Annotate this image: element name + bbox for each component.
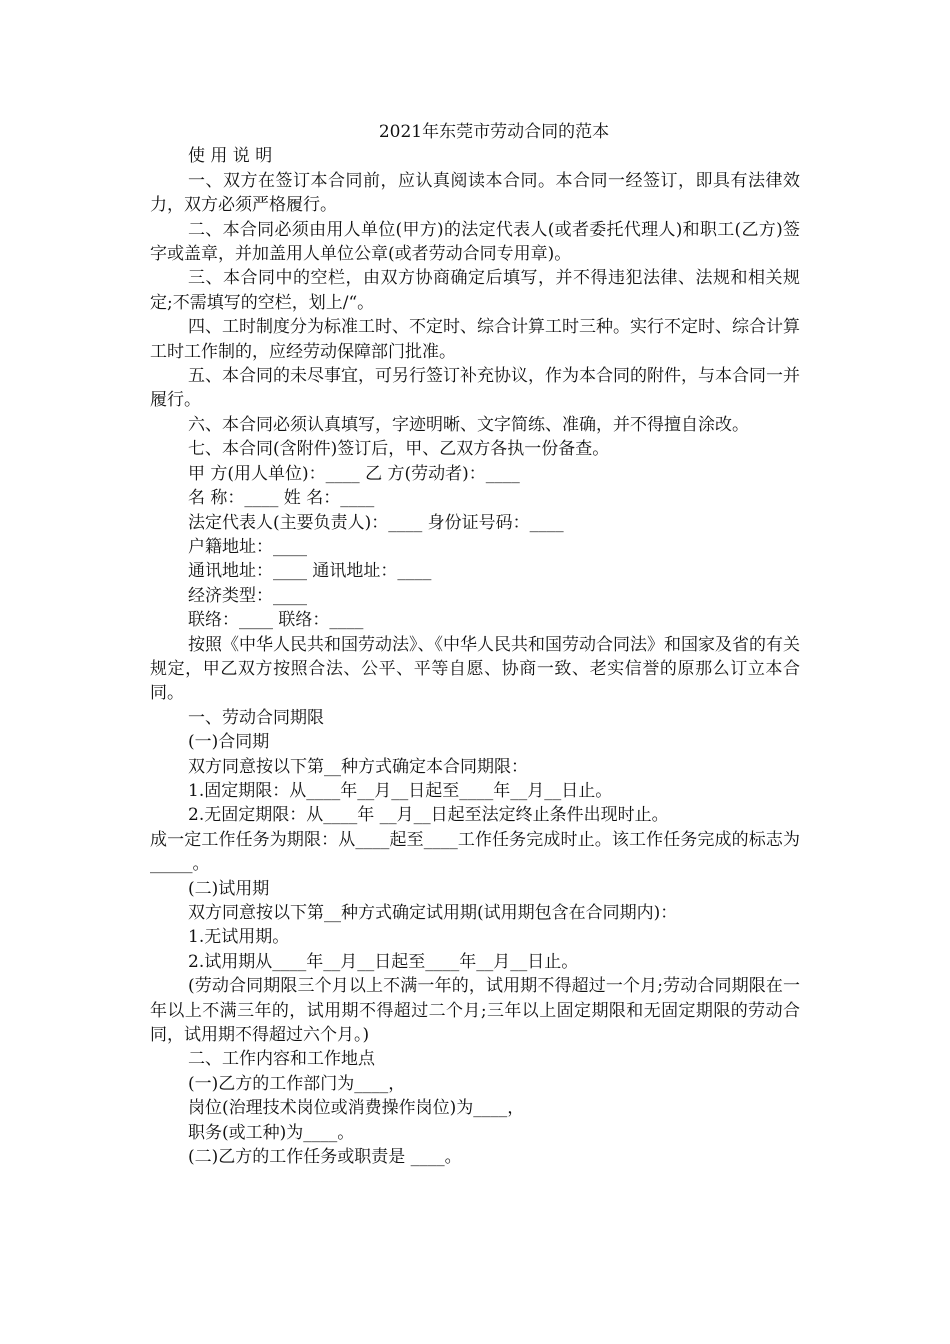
preamble: 按照《中华人民共和国劳动法》、《中华人民共和国劳动合同法》和国家及省的有关规定，甲乙双方按照合法、公平、平等自愿、协商一致、老实信誉的原那么订立本合同。 xyxy=(150,634,800,704)
probation-method-line: 双方同意按以下第__种方式确定试用期(试用期包含在合同期内)： xyxy=(188,903,678,923)
task-term-line: 成一定工作任务为期限：从____起至____工作任务完成时止。该工作任务完成的标志为_____。 xyxy=(150,829,800,875)
usage-heading: 使 用 说 明 xyxy=(188,146,273,167)
subsection-contract-term: (一)合同期 xyxy=(188,732,270,753)
document-page xyxy=(150,120,800,1169)
economic-type-line: 经济类型：____ xyxy=(188,585,307,606)
probation-period-line: 2.试用期从____年__月__日起至____年__月__日止。 xyxy=(188,951,579,972)
party-line: 甲 方(用人单位)：____ 乙 方(劳动者)：____ xyxy=(188,463,520,484)
section-2-heading: 二、工作内容和工作地点 xyxy=(188,1049,375,1070)
legal-rep-line: 法定代表人(主要负责人)：____ 身份证号码：____ xyxy=(188,512,564,533)
subsection-probation: (二)试用期 xyxy=(188,878,270,899)
mailing-address-line: 通讯地址：____ 通讯地址：____ xyxy=(188,561,432,582)
probation-note: (劳动合同期限三个月以上不满一年的，试用期不得超过一个月;劳动合同期限在一年以上不满三年的，试用期不得超过二个月;三年以上固定期限和无固定期限的劳动合同，试用期不得超过六个月。) xyxy=(150,976,800,1046)
position-line: 岗位(治理技术岗位或消费操作岗位)为____， xyxy=(188,1098,525,1119)
fixed-term-line: 1.固定期限：从____年__月__日起至____年__月__日止。 xyxy=(188,780,613,801)
instruction-3: 三、本合同中的空栏，由双方协商确定后填写，并不得违犯法律、法规和相关规定;不需填写的空栏，划上/“。 xyxy=(150,268,800,313)
instruction-1: 一、双方在签订本合同前，应认真阅读本合同。本合同一经签订，即具有法律效力，双方必须严格履行。 xyxy=(150,170,800,216)
instruction-5: 五、本合同的未尽事宜，可另行签订补充协议，作为本合同的附件，与本合同一并履行。 xyxy=(150,366,800,411)
duties-line: (二)乙方的工作任务或职责是 ____。 xyxy=(188,1147,462,1168)
term-method-line: 双方同意按以下第__种方式确定本合同期限： xyxy=(188,756,528,777)
document-title: 2021年东莞市劳动合同的范本 xyxy=(378,122,610,142)
no-probation-line: 1.无试用期。 xyxy=(188,927,290,948)
job-title-line: 职务(或工种)为____。 xyxy=(188,1122,355,1143)
work-department-line: (一)乙方的工作部门为____， xyxy=(188,1073,406,1094)
instruction-4: 四、工时制度分为标准工时、不定时、综合计算工时三种。实行不定时、综合计算工时工作制的，应经劳动保障部门批准。 xyxy=(150,317,800,362)
instruction-2: 二、本合同必须由用人单位(甲方)的法定代表人(或者委托代理人)和职工(乙方)签字或盖章，并加盖用人单位公章(或者劳动合同专用章)。 xyxy=(150,219,800,265)
name-line: 名 称：____ 姓 名：____ xyxy=(188,488,375,509)
household-address-line: 户籍地址：____ xyxy=(188,536,307,557)
instruction-7: 七、本合同(含附件)签订后，甲、乙双方各执一份备查。 xyxy=(188,439,610,460)
section-1-heading: 一、劳动合同期限 xyxy=(188,707,324,728)
instruction-6: 六、本合同必须认真填写，字迹明晰、文字简练、准确，并不得擅自涂改。 xyxy=(188,414,749,435)
contact-line: 联络：____ 联络：____ xyxy=(188,610,364,631)
unfixed-term-line: 2.无固定期限：从____年 __月__日起至法定终止条件出现时止。 xyxy=(188,805,669,826)
